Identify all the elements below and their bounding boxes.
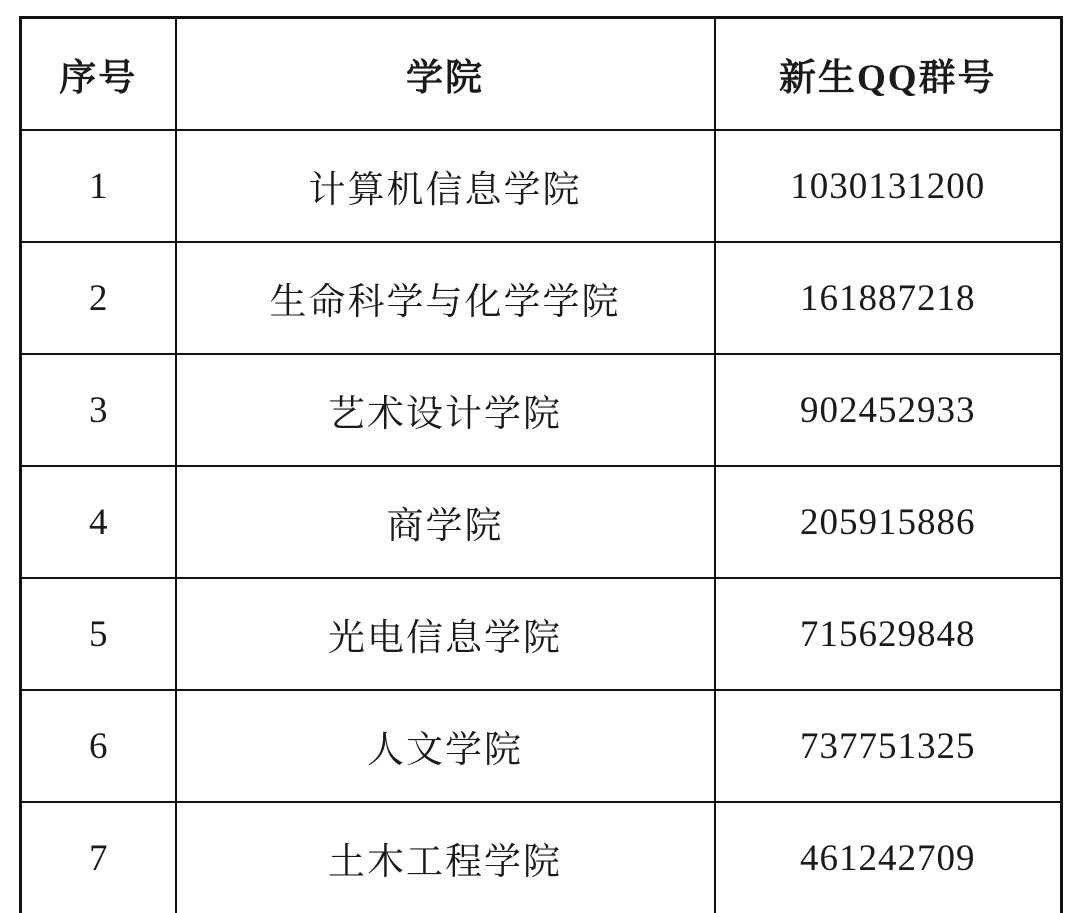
serial-cell: 1 (21, 130, 176, 242)
table-header-row (21, 18, 1062, 131)
serial-cell: 2 (21, 242, 176, 354)
college-cell: 生命科学与化学学院 (176, 242, 715, 354)
table-row (21, 466, 1062, 578)
college-cell: 计算机信息学院 (176, 130, 715, 242)
qq-cell: 715629848 (715, 578, 1062, 690)
college-cell: 光电信息学院 (176, 578, 715, 690)
college-cell: 土木工程学院 (176, 802, 715, 913)
qq-cell: 205915886 (715, 466, 1062, 578)
qq-cell: 737751325 (715, 690, 1062, 802)
header-serial: 序号 (21, 18, 176, 131)
table-row (21, 802, 1062, 913)
table-row (21, 354, 1062, 466)
qq-cell: 461242709 (715, 802, 1062, 913)
qq-cell: 161887218 (715, 242, 1062, 354)
serial-cell: 6 (21, 690, 176, 802)
qq-cell: 902452933 (715, 354, 1062, 466)
header-qq: 新生QQ群号 (715, 18, 1062, 131)
table-row (21, 130, 1062, 242)
table-row (21, 578, 1062, 690)
college-cell: 商学院 (176, 466, 715, 578)
serial-cell: 4 (21, 466, 176, 578)
serial-cell: 5 (21, 578, 176, 690)
serial-cell: 7 (21, 802, 176, 913)
college-cell: 人文学院 (176, 690, 715, 802)
qq-cell: 1030131200 (715, 130, 1062, 242)
college-cell: 艺术设计学院 (176, 354, 715, 466)
table-row (21, 690, 1062, 802)
header-college: 学院 (176, 18, 715, 131)
table-row (21, 242, 1062, 354)
freshman-qq-table (19, 16, 1063, 913)
serial-cell: 3 (21, 354, 176, 466)
